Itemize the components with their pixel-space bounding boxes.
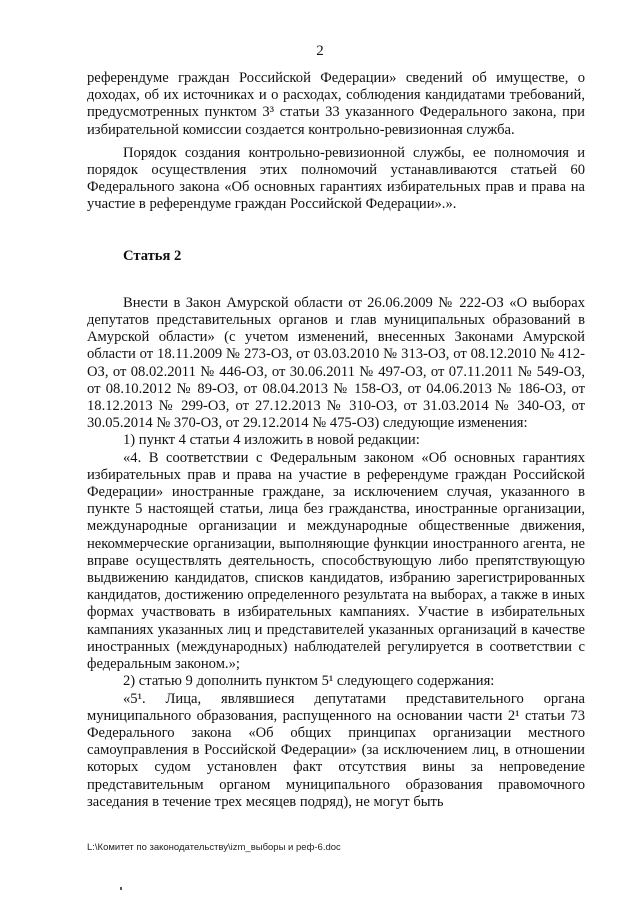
page-number: 2 [316,43,324,59]
paragraph-1: референдуме граждан Российской Федерации» сведений об имуществе, о доходах, об их источниках и о расходах, соблюдения кандидатами требований, предусмотренных пунктом 3³ статьи 33 указанного Федерального закона, при избирательной комиссии создается контрольно-ревизионная служба. [87,70,585,138]
article-heading: Статья 2 [123,247,182,264]
document-body [87,70,585,811]
paragraph-5: «4. В соответствии с Федеральным законом «Об основных гарантиях избирательных прав и права на участие в референдуме граждан Российской Федерации» иностранные граждане, за исключением случая, указанного в пункте 5 настоящей статьи, лица без гражданства, иностранные организации, международные организации и международные общественные движения, некоммерческие организации, выполняющие функции иностранного агента, не вправе осуществлять деятельность, способствующую либо препятствующую выдвижению кандидатов, списков кандидатов, избранию зарегистрированных кандидатов, достижению определенного результата на выборах, а также в иных формах участвовать в избирательных кампаниях. Участие в избирательных кампаниях указанных лиц и представителей указанных организаций в качестве иностранных (международных) наблюдателей регулируется в соответствии с федеральным законом.»; [87,449,585,673]
paragraph-7: «5¹. Лица, являвшиеся депутатами представительного органа муниципального образования, распущенного на основании части 2¹ статьи 73 Федерального закона «Об общих принципах организации местного самоуправления в Российской Федерации» (за исключением лиц, в отношении которых судом установлен факт отсутствия вины за непроведение представительным органом муниципального образования правомочного заседания в течение трех месяцев подряд), не могут быть [87,690,585,810]
paragraph-6: 2) статью 9 дополнить пунктом 5¹ следующего содержания: [123,673,495,690]
paragraph-2: Порядок создания контрольно-ревизионной службы, ее полномочия и порядок осуществления этих полномочий устанавливаются статьей 60 Федерального закона «Об основных гарантиях избирательных прав и права на участие в референдуме граждан Российской Федерации».». [87,144,585,213]
file-path-footer: L:\Комитет по законодательству\izm_выборы и реф-6.doc [87,842,341,853]
paragraph-4: 1) пункт 4 статьи 4 изложить в новой редакции: [123,432,420,449]
scan-mark [120,887,122,890]
paragraph-3: Внести в Закон Амурской области от 26.06.2009 № 222-ОЗ «О выборах депутатов представительных органов и глав муниципальных образований в Амурской области» (с учетом изменений, внесенных Законами Амурской области от 18.11.2009 № 273-ОЗ, от 03.03.2010 № 313-ОЗ, от 08.12.2010 № 412-ОЗ, от 08.02.2011 № 446-ОЗ, от 30.06.2011 № 497-ОЗ, от 07.11.2011 № 549-ОЗ, от 08.10.2012 № 89-ОЗ, от 08.04.2013 № 158-ОЗ, от 04.06.2013 № 186-ОЗ, от 18.12.2013 № 299-ОЗ, от 27.12.2013 № 310-ОЗ, от 31.03.2014 № 340-ОЗ, от 30.05.2014 № 370-ОЗ, от 29.12.2014 № 475-ОЗ) следующие изменения: [87,294,585,432]
